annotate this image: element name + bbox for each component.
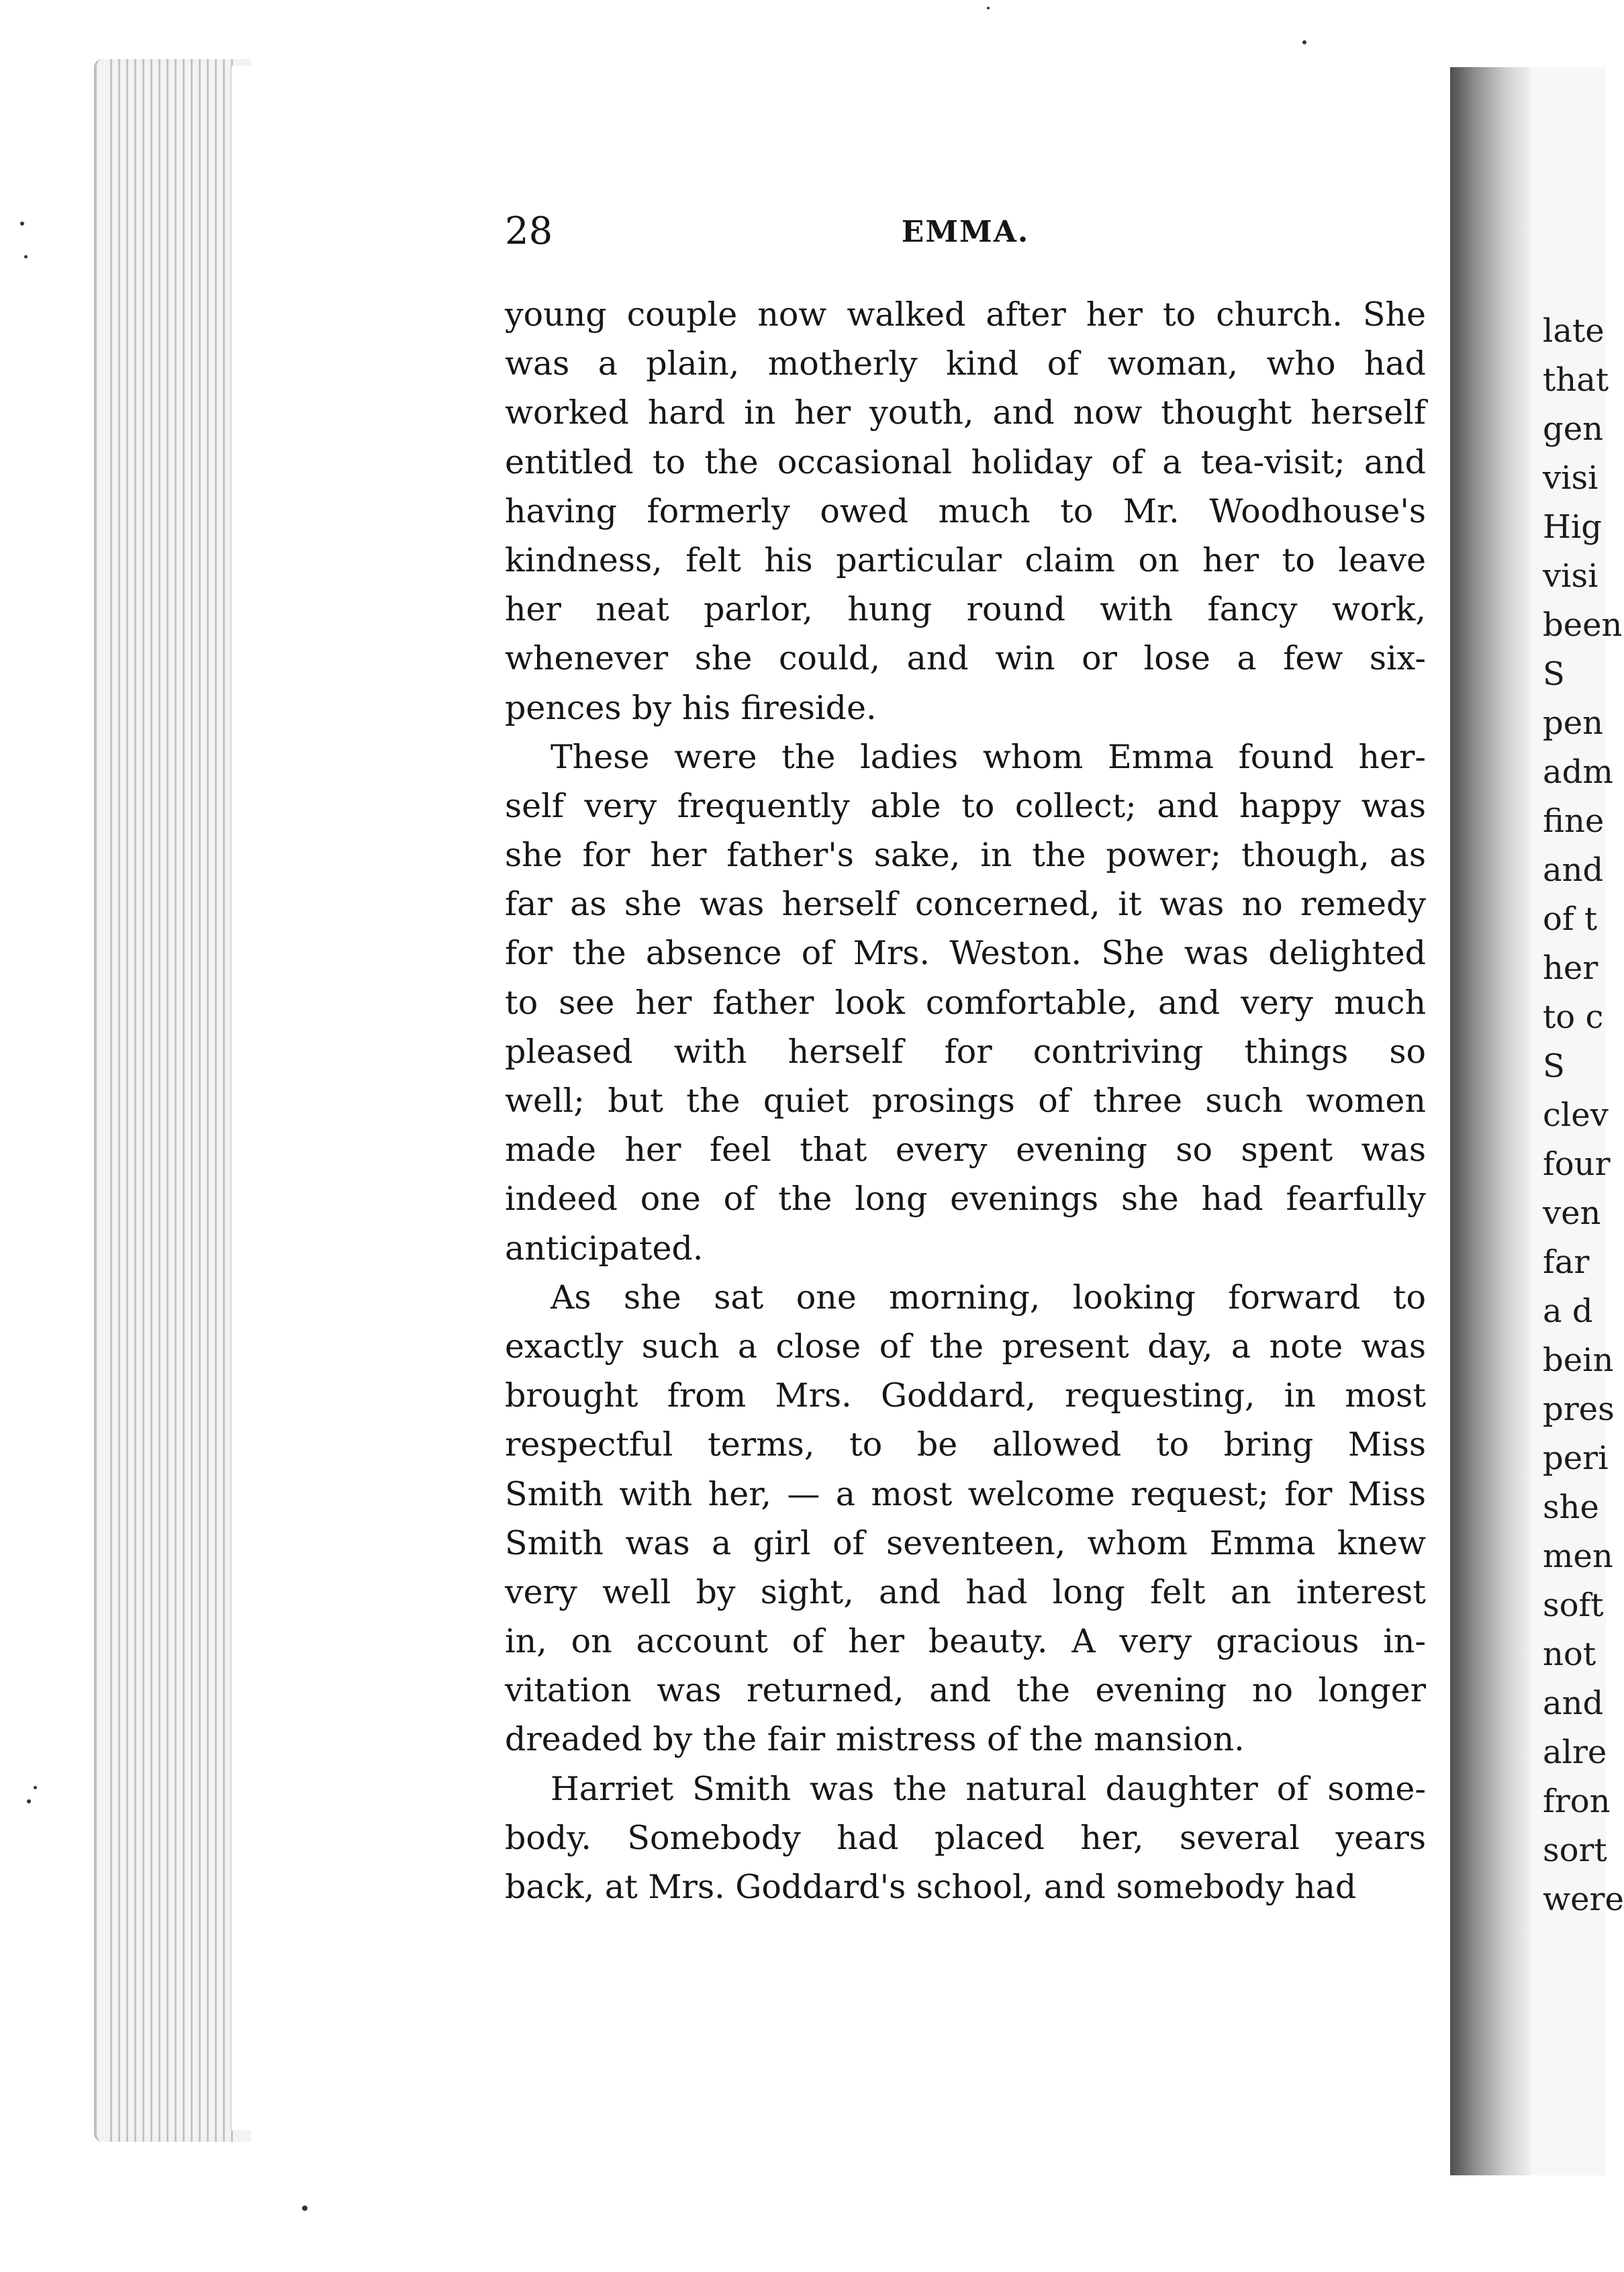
facing-page-text-fragment: her bbox=[1543, 949, 1598, 987]
facing-page-text-fragment: peri bbox=[1543, 1439, 1609, 1477]
facing-page-text-fragment: far bbox=[1543, 1243, 1590, 1281]
text-line: anticipated. bbox=[505, 1229, 704, 1268]
text-line: body. Somebody had placed her, several years bbox=[505, 1818, 1426, 1857]
text-line: indeed one of the long evenings she had fearfully bbox=[505, 1180, 1426, 1219]
text-line: well; but the quiet prosings of three such women bbox=[505, 1082, 1426, 1120]
text-line: she for her father's sake, in the power; though, as bbox=[505, 836, 1426, 875]
facing-page-text-fragment: pen bbox=[1543, 704, 1604, 742]
text-line: kindness, felt his particular claim on her to leave bbox=[505, 540, 1426, 579]
text-line: for the absence of Mrs. Weston. She was delighted bbox=[505, 934, 1426, 973]
page-leaf-edge bbox=[142, 59, 144, 2142]
text-line: self very frequently able to collect; and happy was bbox=[505, 786, 1426, 825]
text-line: made her feel that every evening so spent was bbox=[505, 1131, 1426, 1170]
body-text bbox=[505, 290, 1426, 1911]
page-leaf-edge bbox=[199, 59, 201, 2142]
page-leaf-edge bbox=[215, 59, 217, 2142]
text-line: pences by his fireside. bbox=[505, 688, 877, 727]
facing-page-text-fragment: and bbox=[1543, 851, 1604, 889]
facing-page-text-fragment: ven bbox=[1543, 1194, 1601, 1232]
facing-page-text-fragment: that bbox=[1543, 361, 1609, 399]
text-line: brought from Mrs. Goddard, requesting, in most bbox=[505, 1376, 1426, 1415]
page-leaf-edge bbox=[126, 59, 128, 2142]
facing-page-text-fragment: adm bbox=[1543, 753, 1613, 791]
text-line: in, on account of her beauty. A very gracious in- bbox=[505, 1622, 1426, 1661]
facing-page-text-fragment: a d bbox=[1543, 1292, 1593, 1330]
text-line: her neat parlor, hung round with fancy work, bbox=[505, 590, 1426, 629]
running-head bbox=[505, 209, 1426, 256]
text-line: As she sat one morning, looking forward to bbox=[551, 1278, 1426, 1317]
text-line: young couple now walked after her to church. She bbox=[505, 295, 1426, 334]
facing-page-text-fragment: fron bbox=[1543, 1783, 1611, 1820]
text-line: was a plain, motherly kind of woman, who had bbox=[505, 344, 1426, 383]
text-line: Smith was a girl of seventeen, whom Emma knew bbox=[505, 1523, 1426, 1562]
facing-page-text-fragment: fine bbox=[1543, 802, 1605, 840]
facing-page-text-fragment: were bbox=[1543, 1881, 1624, 1918]
text-line: to see her father look comfortable, and very much bbox=[505, 983, 1426, 1022]
facing-page-text-fragment: of t bbox=[1543, 900, 1598, 938]
scan-dust-speck bbox=[302, 2206, 307, 2211]
page-leaf-edge bbox=[150, 59, 152, 2142]
page-leaf-edge bbox=[134, 59, 136, 2142]
page-leaf-edge bbox=[110, 59, 112, 2142]
text-line: Harriet Smith was the natural daughter of some- bbox=[551, 1769, 1426, 1808]
page-leaf-edge bbox=[118, 59, 120, 2142]
facing-page-text-fragment: been bbox=[1543, 606, 1623, 644]
scan-dust-speck bbox=[20, 222, 24, 226]
text-line: dreaded by the fair mistress of the mansion. bbox=[505, 1720, 1245, 1759]
scan-dust-speck bbox=[34, 1786, 37, 1789]
facing-page-text-fragment: men bbox=[1543, 1537, 1613, 1575]
running-title: EMMA. bbox=[901, 215, 1030, 249]
scan-dust-speck bbox=[1302, 40, 1306, 44]
facing-page-text-fragment: gen bbox=[1543, 410, 1604, 448]
facing-page-text-fragment: visi bbox=[1543, 557, 1598, 595]
facing-page-text-fragment: to c bbox=[1543, 998, 1604, 1036]
facing-page-text-fragment: and bbox=[1543, 1685, 1604, 1722]
text-line: These were the ladies whom Emma found her- bbox=[551, 737, 1426, 776]
facing-page-fragment bbox=[1531, 67, 1624, 2175]
text-line: worked hard in her youth, and now thought herself bbox=[505, 393, 1426, 432]
facing-page-text-fragment: not bbox=[1543, 1636, 1596, 1673]
scan-dust-speck bbox=[987, 7, 990, 9]
facing-page-text-fragment: pres bbox=[1543, 1390, 1615, 1428]
scan-dust-speck bbox=[27, 1799, 31, 1803]
facing-page-text-fragment: alre bbox=[1543, 1734, 1607, 1771]
facing-page-text-fragment: Hig bbox=[1543, 508, 1602, 546]
page-leaf-edge bbox=[166, 59, 169, 2142]
facing-page-text-fragment: clev bbox=[1543, 1096, 1609, 1134]
facing-page-text-fragment: visi bbox=[1543, 459, 1598, 497]
page-leaf-edge bbox=[175, 59, 177, 2142]
facing-page-text-fragment: she bbox=[1543, 1488, 1599, 1526]
page-number: 28 bbox=[505, 209, 553, 253]
page-leaf-edge bbox=[158, 59, 160, 2142]
page-leaf-edge bbox=[207, 59, 209, 2142]
facing-page-text-fragment: soft bbox=[1543, 1587, 1604, 1624]
scan-dust-speck bbox=[24, 255, 28, 258]
text-line: pleased with herself for contriving things so bbox=[505, 1032, 1426, 1071]
page-leaf-edge bbox=[223, 59, 225, 2142]
text-line: back, at Mrs. Goddard's school, and somebody had bbox=[505, 1868, 1357, 1906]
facing-page-text-fragment: S bbox=[1543, 655, 1565, 693]
facing-page-text-fragment: late bbox=[1543, 312, 1605, 350]
text-line: having formerly owed much to Mr. Woodhouse's bbox=[505, 491, 1426, 530]
page-edges bbox=[94, 59, 251, 2142]
text-line: entitled to the occasional holiday of a tea-visit; and bbox=[505, 442, 1426, 481]
facing-page-text-fragment: four bbox=[1543, 1145, 1611, 1183]
gutter-shadow bbox=[1450, 67, 1531, 2175]
page-leaf-edge bbox=[183, 59, 185, 2142]
text-line: vitation was returned, and the evening no longer bbox=[505, 1671, 1426, 1710]
text-line: far as she was herself concerned, it was no remedy bbox=[505, 885, 1426, 924]
page-leaf-edge bbox=[191, 59, 193, 2142]
text-line: Smith with her, — a most welcome request; for Miss bbox=[505, 1474, 1426, 1513]
facing-page-text-fragment: S bbox=[1543, 1047, 1565, 1085]
text-line: very well by sight, and had long felt an interest bbox=[505, 1572, 1426, 1611]
text-line: whenever she could, and win or lose a few six- bbox=[505, 639, 1426, 678]
facing-page-text-fragment: sort bbox=[1543, 1832, 1607, 1869]
text-line: exactly such a close of the present day, a note was bbox=[505, 1327, 1426, 1366]
text-line: respectful terms, to be allowed to bring Miss bbox=[505, 1425, 1426, 1464]
facing-page-text-fragment: bein bbox=[1543, 1341, 1614, 1379]
